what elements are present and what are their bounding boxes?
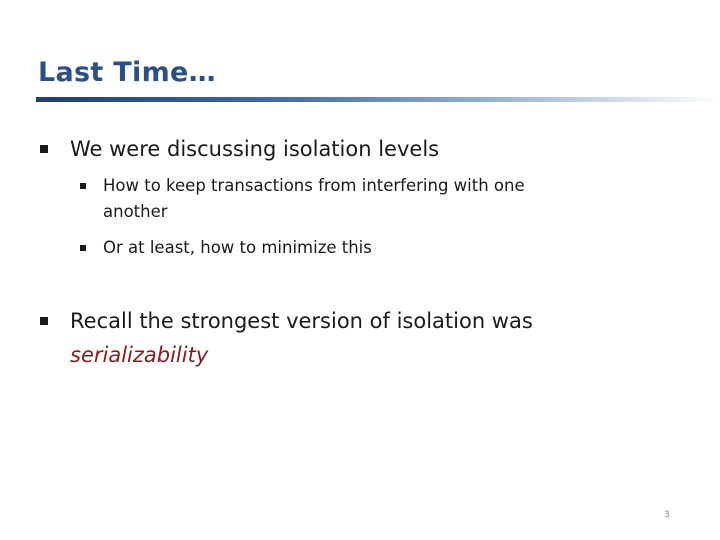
bullet-2-continuation bbox=[70, 341, 208, 369]
square-bullet-icon bbox=[40, 145, 48, 153]
sub-bullet-1-2 bbox=[103, 237, 372, 259]
square-bullet-icon bbox=[40, 317, 48, 325]
square-bullet-icon bbox=[80, 183, 86, 189]
sub-bullet-1-1-line2: another bbox=[103, 202, 168, 221]
sub-bullet-1-2-text: Or at least, how to minimize this bbox=[103, 238, 372, 257]
sub-bullet-1-1 bbox=[103, 175, 525, 197]
bullet-2 bbox=[70, 307, 533, 335]
square-bullet-icon bbox=[80, 245, 86, 251]
sub-bullet-1-1-line1: How to keep transactions from interfering with one bbox=[103, 176, 525, 195]
slide-title: Last Time… bbox=[38, 57, 216, 88]
emphasized-term: serializability bbox=[70, 343, 209, 367]
title-underline bbox=[36, 97, 720, 102]
bullet-1 bbox=[70, 135, 439, 163]
bullet-1-text: We were discussing isolation levels bbox=[70, 137, 440, 161]
sub-bullet-1-1-continuation bbox=[103, 201, 168, 223]
page-number: 3 bbox=[664, 510, 670, 520]
bullet-2-text: Recall the strongest version of isolation was bbox=[70, 309, 533, 333]
